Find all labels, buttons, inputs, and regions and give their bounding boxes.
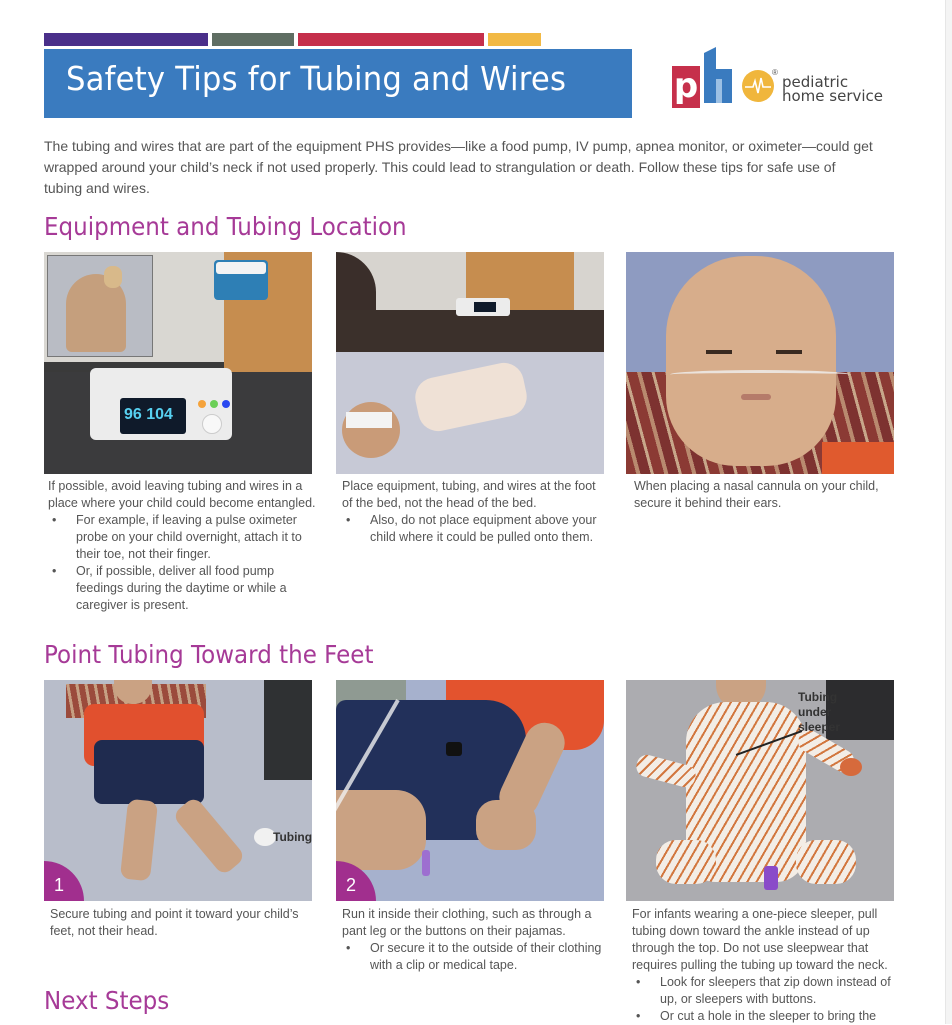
phs-logo: [670, 44, 920, 114]
page-title: Safety Tips for Tubing and Wires: [66, 59, 567, 98]
caption-bullet: • Or, if possible, deliver all food pump feedings during the daytime or while a caregiver is present.: [48, 563, 316, 614]
caption-nasal-cannula: [634, 478, 896, 512]
pulse-oximeter-photo: [44, 252, 312, 474]
caption-bullet: • For example, if leaving a pulse oximeter probe on your child overnight, attach it to their toe, not their finger.: [48, 512, 316, 563]
step-number: 1: [54, 875, 65, 895]
color-bar-red: [298, 33, 484, 46]
caption-run-inside-clothing: [342, 906, 608, 974]
caption-bullet: • Or secure it to the outside of their clothing with a clip or medical tape.: [342, 940, 608, 974]
title-banner: [44, 49, 632, 118]
caption-avoid-entanglement: [48, 478, 316, 614]
caption-bullet: • Or cut a hole in the sleeper to bring the: [632, 1008, 898, 1025]
caption-text: Place equipment, tubing, and wires at the foot of the bed, not the head of the bed.: [342, 479, 596, 510]
tubing-through-pant-leg-photo: [336, 680, 604, 901]
tubing-toward-feet-photo: [44, 680, 312, 901]
caption-bullet: • Also, do not place equipment above your child where it could be pulled onto them.: [342, 512, 608, 546]
intro-paragraph: The tubing and wires that are part of the equipment PHS provides—like a food pump, IV pump, apnea monitor, or oximeter—could get wrapped around your child’s neck if not used properly. This could lead to strangulation or death. Follow these tips for safe use of tubing and wires.: [44, 138, 873, 196]
caption-bullets: [342, 512, 608, 546]
caption-bullets: [632, 974, 898, 1025]
logo-heartbeat-icon: [742, 70, 774, 102]
step-number: 2: [346, 875, 357, 895]
caption-text: For infants wearing a one-piece sleeper, pull tubing down toward the ankle instead of up through the top. Do not use sleepwear that requires pulling the tubing up toward the neck.: [632, 907, 888, 972]
page-edge: [945, 0, 952, 1024]
logo-line-1: pediatric: [782, 73, 849, 91]
logo-house-h-icon: [702, 47, 738, 103]
caption-bullets: [342, 940, 608, 974]
caption-secure-tubing: [50, 906, 316, 940]
section-heading-point-tubing: Point Tubing Toward the Feet: [44, 640, 374, 669]
caption-text: If possible, avoid leaving tubing and wires in a place where your child could become entangled.: [48, 479, 316, 510]
image-label-tubing-under-sleeper: Tubing under sleeper: [798, 690, 841, 734]
crib-equipment-photo: [336, 252, 604, 474]
infant-sleeper-photo: [626, 680, 894, 901]
caption-text: When placing a nasal cannula on your child, secure it behind their ears.: [634, 479, 879, 510]
caption-bullet: • Look for sleepers that zip down instead of up, or sleepers with buttons.: [632, 974, 898, 1008]
color-bar-yellow: [488, 33, 541, 46]
logo-letter-p: p: [673, 66, 699, 106]
step-badge-1: [44, 861, 84, 901]
logo-wordmark: [782, 75, 883, 103]
caption-bullets: [48, 512, 316, 614]
caption-text: Secure tubing and point it toward your child’s feet, not their head.: [50, 907, 299, 938]
caption-infant-sleeper: [632, 906, 898, 1025]
logo-line-2: home service: [782, 87, 884, 105]
section-heading-equipment-location: Equipment and Tubing Location: [44, 212, 407, 241]
caption-equipment-foot-of-bed: [342, 478, 608, 546]
color-bar-purple: [44, 33, 208, 46]
caption-text: Run it inside their clothing, such as through a pant leg or the buttons on their pajamas.: [342, 907, 592, 938]
section-heading-next-steps: Next Steps: [44, 986, 170, 1015]
monitor-reading: 96 104: [124, 406, 173, 423]
color-bar-gray: [212, 33, 294, 46]
logo-registered-mark: ®: [772, 68, 778, 77]
image-label-tubing: Tubing: [273, 830, 312, 844]
nasal-cannula-photo: [626, 252, 894, 474]
